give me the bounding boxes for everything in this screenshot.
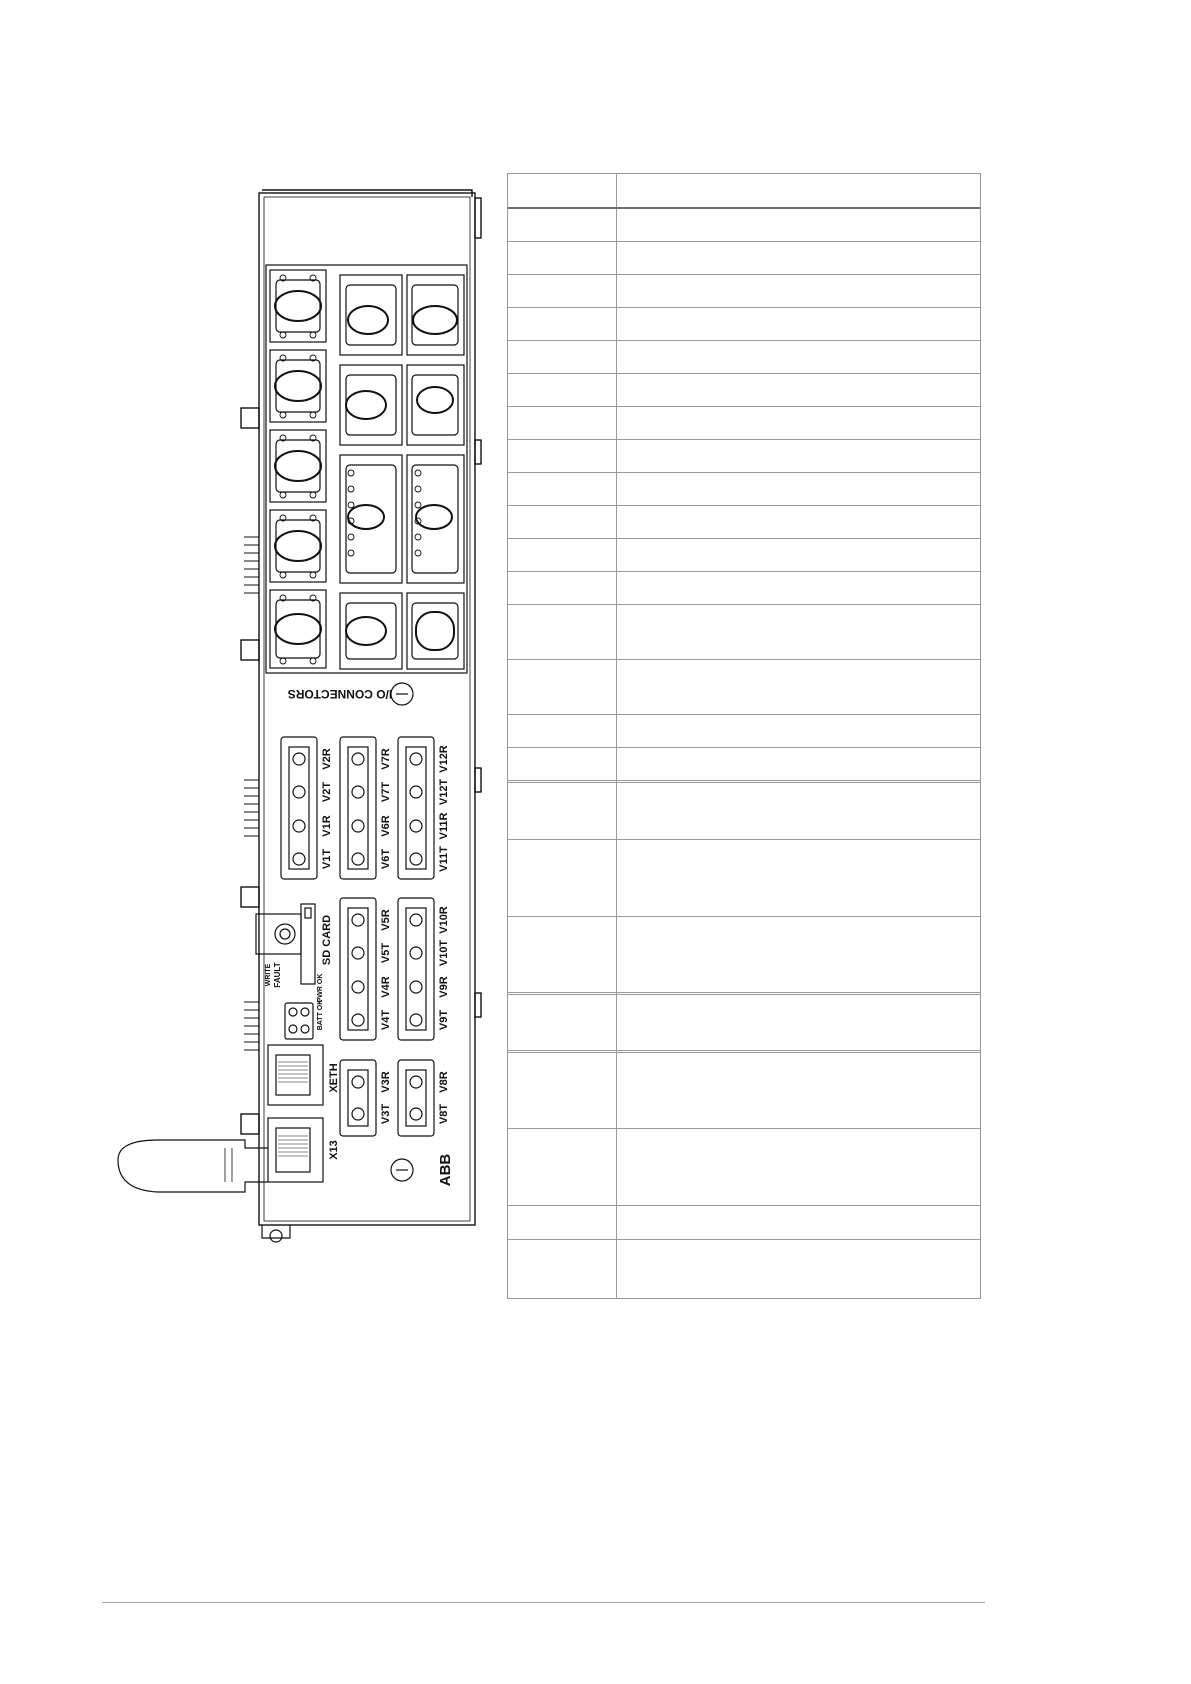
fiber-label-v4r: V4R xyxy=(380,976,392,998)
fiber-label-v10r: V10R xyxy=(438,906,450,934)
led-pwr-ok-icon xyxy=(289,1008,297,1016)
mounting-screw-icon xyxy=(391,683,413,705)
table-row xyxy=(508,748,980,783)
sd-bracket xyxy=(256,914,301,954)
batt-ok-label: BATT OK xyxy=(317,999,324,1031)
table-header-row xyxy=(508,174,980,209)
fiber-label-v11r: V11R xyxy=(438,812,450,840)
table-row xyxy=(508,917,980,995)
write-label: WRITE xyxy=(265,963,272,987)
table-row xyxy=(508,473,980,506)
table-row xyxy=(508,715,980,748)
fiber-label-v2t: V2T xyxy=(321,781,333,803)
table-row xyxy=(508,209,980,242)
led-fault-icon xyxy=(301,1025,309,1033)
table-row xyxy=(508,1206,980,1240)
table-row xyxy=(508,660,980,715)
footer-rule xyxy=(102,1602,985,1603)
fiber-label-v5t: V5T xyxy=(380,942,392,964)
table-row xyxy=(508,1129,980,1206)
fiber-label-v1t: V1T xyxy=(321,848,333,870)
ethernet-cable xyxy=(118,1140,268,1192)
io-connector-middle-column xyxy=(340,275,402,669)
fiber-label-v9t: V9T xyxy=(438,1009,450,1031)
table-row xyxy=(508,1240,980,1297)
fiber-label-v6r: V6R xyxy=(380,815,392,837)
table-row xyxy=(508,1053,980,1129)
table-row xyxy=(508,783,980,840)
fiber-label-v7r: V7R xyxy=(380,748,392,770)
pwr-ok-label: PWR OK xyxy=(317,973,324,1003)
fiber-label-v1r: V1R xyxy=(321,815,333,837)
fiber-optic-banks xyxy=(281,737,434,1136)
table-row xyxy=(508,506,980,539)
table-row xyxy=(508,374,980,407)
fiber-label-v9r: V9R xyxy=(438,976,450,998)
table-row xyxy=(508,242,980,275)
control-unit-drawing xyxy=(110,185,500,1255)
fiber-label-v4t: V4T xyxy=(380,1009,392,1031)
fiber-label-v11t: V11T xyxy=(438,846,450,872)
xeth-label: XETH xyxy=(328,1063,340,1093)
led-block xyxy=(285,1003,313,1039)
table-row xyxy=(508,605,980,660)
table-row xyxy=(508,275,980,308)
led-batt-ok-icon xyxy=(301,1008,309,1016)
table-row xyxy=(508,539,980,572)
reference-table xyxy=(507,173,981,1299)
led-write-icon xyxy=(289,1025,297,1033)
fiber-label-v10t: V10T xyxy=(438,939,450,967)
table-row xyxy=(508,840,980,917)
fiber-label-v3t: V3T xyxy=(380,1103,392,1125)
unit-inner-frame xyxy=(264,197,470,1221)
sd-card-label: SD CARD xyxy=(321,914,333,966)
io-connectors-label: I/O CONNECTORS xyxy=(287,687,393,701)
table-row xyxy=(508,572,980,605)
io-connector-left-column xyxy=(270,270,326,668)
table-row xyxy=(508,995,980,1053)
fiber-label-v8t: V8T xyxy=(438,1103,450,1125)
fiber-label-v5r: V5R xyxy=(380,909,392,931)
table-row xyxy=(508,440,980,473)
fiber-label-v6t: V6T xyxy=(380,848,392,870)
fault-label: FAULT xyxy=(273,962,282,988)
fiber-label-v12r: V12R xyxy=(438,745,450,773)
fiber-label-v12t: V12T xyxy=(438,778,450,806)
sd-card-slot xyxy=(301,904,315,984)
fiber-label-v2r: V2R xyxy=(321,748,333,770)
table-row xyxy=(508,407,980,440)
io-terminal-area xyxy=(266,265,467,673)
fiber-label-v3r: V3R xyxy=(380,1071,392,1093)
table-row xyxy=(508,308,980,341)
abb-logo: ABB xyxy=(437,1153,454,1187)
x13-label: X13 xyxy=(328,1140,340,1160)
fiber-label-v7t: V7T xyxy=(380,781,392,803)
table-row xyxy=(508,341,980,374)
fiber-label-v8r: V8R xyxy=(438,1071,450,1093)
